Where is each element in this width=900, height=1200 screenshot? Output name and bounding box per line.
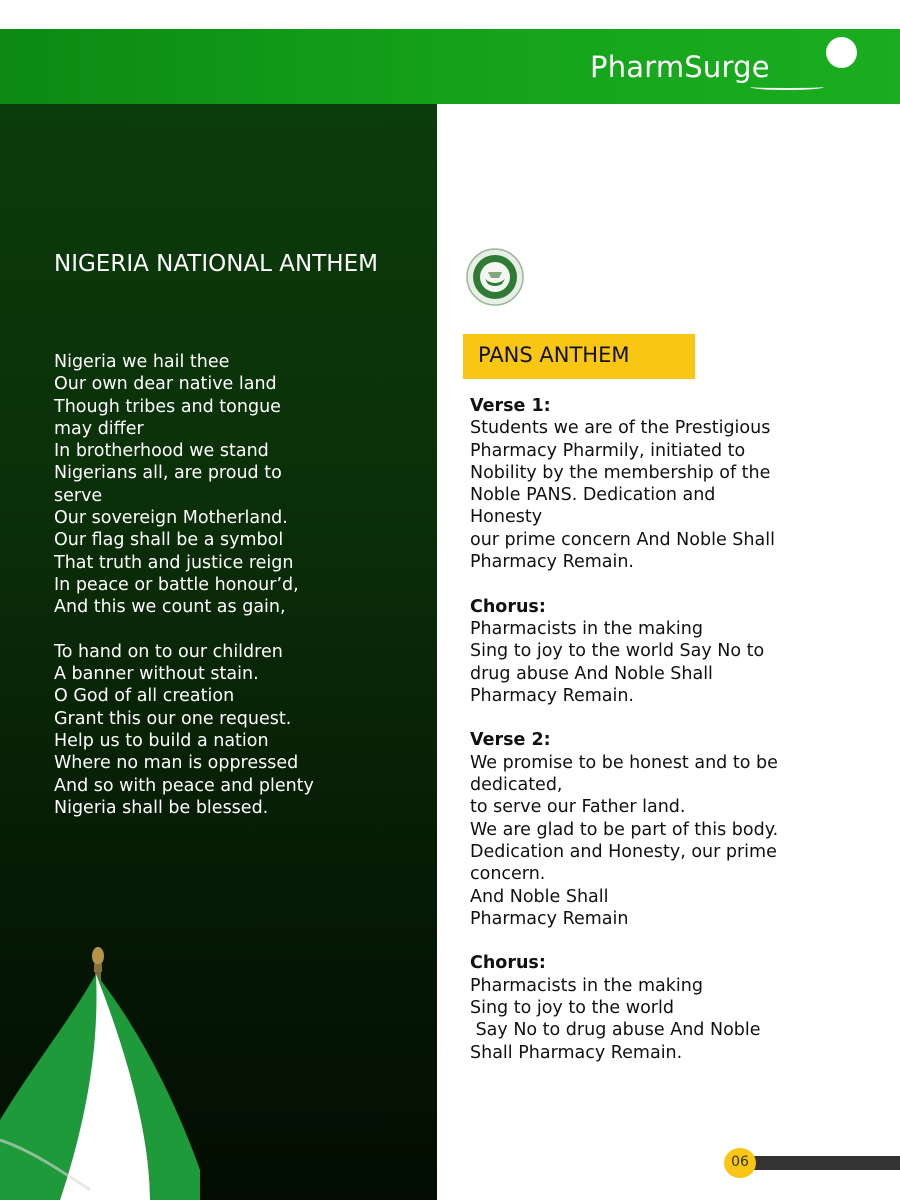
anthem-line: Nigeria we hail thee xyxy=(54,352,230,372)
brand-logo xyxy=(590,36,860,98)
page-footer-bar xyxy=(740,1156,900,1170)
pans-crest-graphic xyxy=(466,248,524,306)
anthem-line: Sing to joy to the world xyxy=(470,998,674,1019)
anthem-line: Help us to build a nation xyxy=(54,731,269,752)
pans-anthem-title: PANS ANTHEM xyxy=(478,343,630,367)
anthem-line: Shall Pharmacy Remain. xyxy=(470,1042,683,1063)
anthem-line: That truth and justice reign xyxy=(54,552,294,573)
anthem-line: Pharmacy Pharmily, initiated to xyxy=(470,440,746,461)
anthem-line: Pharmacy Remain. xyxy=(470,685,634,706)
section-heading: Chorus: xyxy=(470,953,546,974)
anthem-line: Nigeria shall be blessed. xyxy=(54,797,269,818)
flag-finial xyxy=(92,947,104,965)
anthem-line: our prime concern And Noble Shall xyxy=(470,529,775,550)
anthem-line: Our flag shall be a symbol xyxy=(54,530,284,551)
section-heading: Verse 1: xyxy=(470,396,551,416)
verse-2-section xyxy=(470,729,850,930)
pans-anthem-title-badge xyxy=(463,334,695,379)
national-anthem-panel xyxy=(0,104,437,1200)
flag-finial-base xyxy=(94,964,102,972)
anthem-line: drug abuse And Noble Shall xyxy=(470,663,713,684)
anthem-line: Pharmacists in the making xyxy=(470,618,703,639)
anthem-line: Pharmacy Remain. xyxy=(470,552,634,573)
anthem-line: to serve our Father land. xyxy=(470,797,686,818)
national-anthem-title: NIGERIA NATIONAL ANTHEM xyxy=(54,251,378,277)
anthem-line: Say No to drug abuse And Noble xyxy=(470,1020,761,1041)
anthem-line: And this we count as gain, xyxy=(54,597,286,618)
anthem-line: may differ xyxy=(54,418,144,439)
chorus-2-section xyxy=(470,952,850,1063)
anthem-line: And Noble Shall xyxy=(470,886,609,907)
anthem-line: We are glad to be part of this body. xyxy=(470,819,779,840)
anthem-line: And so with peace and plenty xyxy=(54,775,314,796)
section-heading: Chorus: xyxy=(470,596,546,617)
anthem-line: dedicated, xyxy=(470,775,563,796)
brand-swoosh xyxy=(750,84,824,90)
anthem-line: Nobility by the membership of the xyxy=(470,462,771,483)
anthem-line: Noble PANS. Dedication and xyxy=(470,485,716,506)
anthem-line: Grant this our one request. xyxy=(54,708,292,729)
page-number-badge xyxy=(724,1148,756,1178)
verse-1-section xyxy=(470,395,850,573)
anthem-line: Pharmacists in the making xyxy=(470,975,703,996)
anthem-line: serve xyxy=(54,485,103,506)
pans-anthem-body xyxy=(470,395,850,1086)
section-heading: Verse 2: xyxy=(470,730,551,751)
anthem-line: Though tribes and tongue xyxy=(54,396,281,417)
brand-dot-icon xyxy=(826,37,857,68)
anthem-line: In peace or battle honour’d, xyxy=(54,574,299,595)
anthem-line: In brotherhood we stand xyxy=(54,441,269,462)
anthem-line: Pharmacy Remain xyxy=(470,908,629,929)
nigeria-flag-icon xyxy=(0,940,200,1200)
anthem-line: Our own dear native land xyxy=(54,374,277,395)
brand-name: PharmSurge xyxy=(590,50,770,84)
national-anthem-lines xyxy=(54,351,429,819)
anthem-line: A banner without stain. xyxy=(54,664,259,685)
page-number: 06 xyxy=(731,1154,749,1170)
anthem-line: concern. xyxy=(470,864,546,885)
flag-graphic xyxy=(0,940,200,1200)
anthem-line: Our sovereign Motherland. xyxy=(54,508,288,529)
pans-crest-icon xyxy=(466,248,524,306)
anthem-line: Sing to joy to the world Say No to xyxy=(470,641,765,662)
anthem-line: Nigerians all, are proud to xyxy=(54,463,282,484)
anthem-line: Dedication and Honesty, our prime xyxy=(470,841,777,862)
anthem-line: Where no man is oppressed xyxy=(54,753,299,774)
anthem-line: Students we are of the Prestigious xyxy=(470,418,771,439)
anthem-line: O God of all creation xyxy=(54,686,235,707)
anthem-line: Honesty xyxy=(470,507,543,528)
anthem-line: We promise to be honest and to be xyxy=(470,752,778,773)
anthem-line: To hand on to our children xyxy=(54,641,283,662)
chorus-1-section xyxy=(470,596,850,707)
